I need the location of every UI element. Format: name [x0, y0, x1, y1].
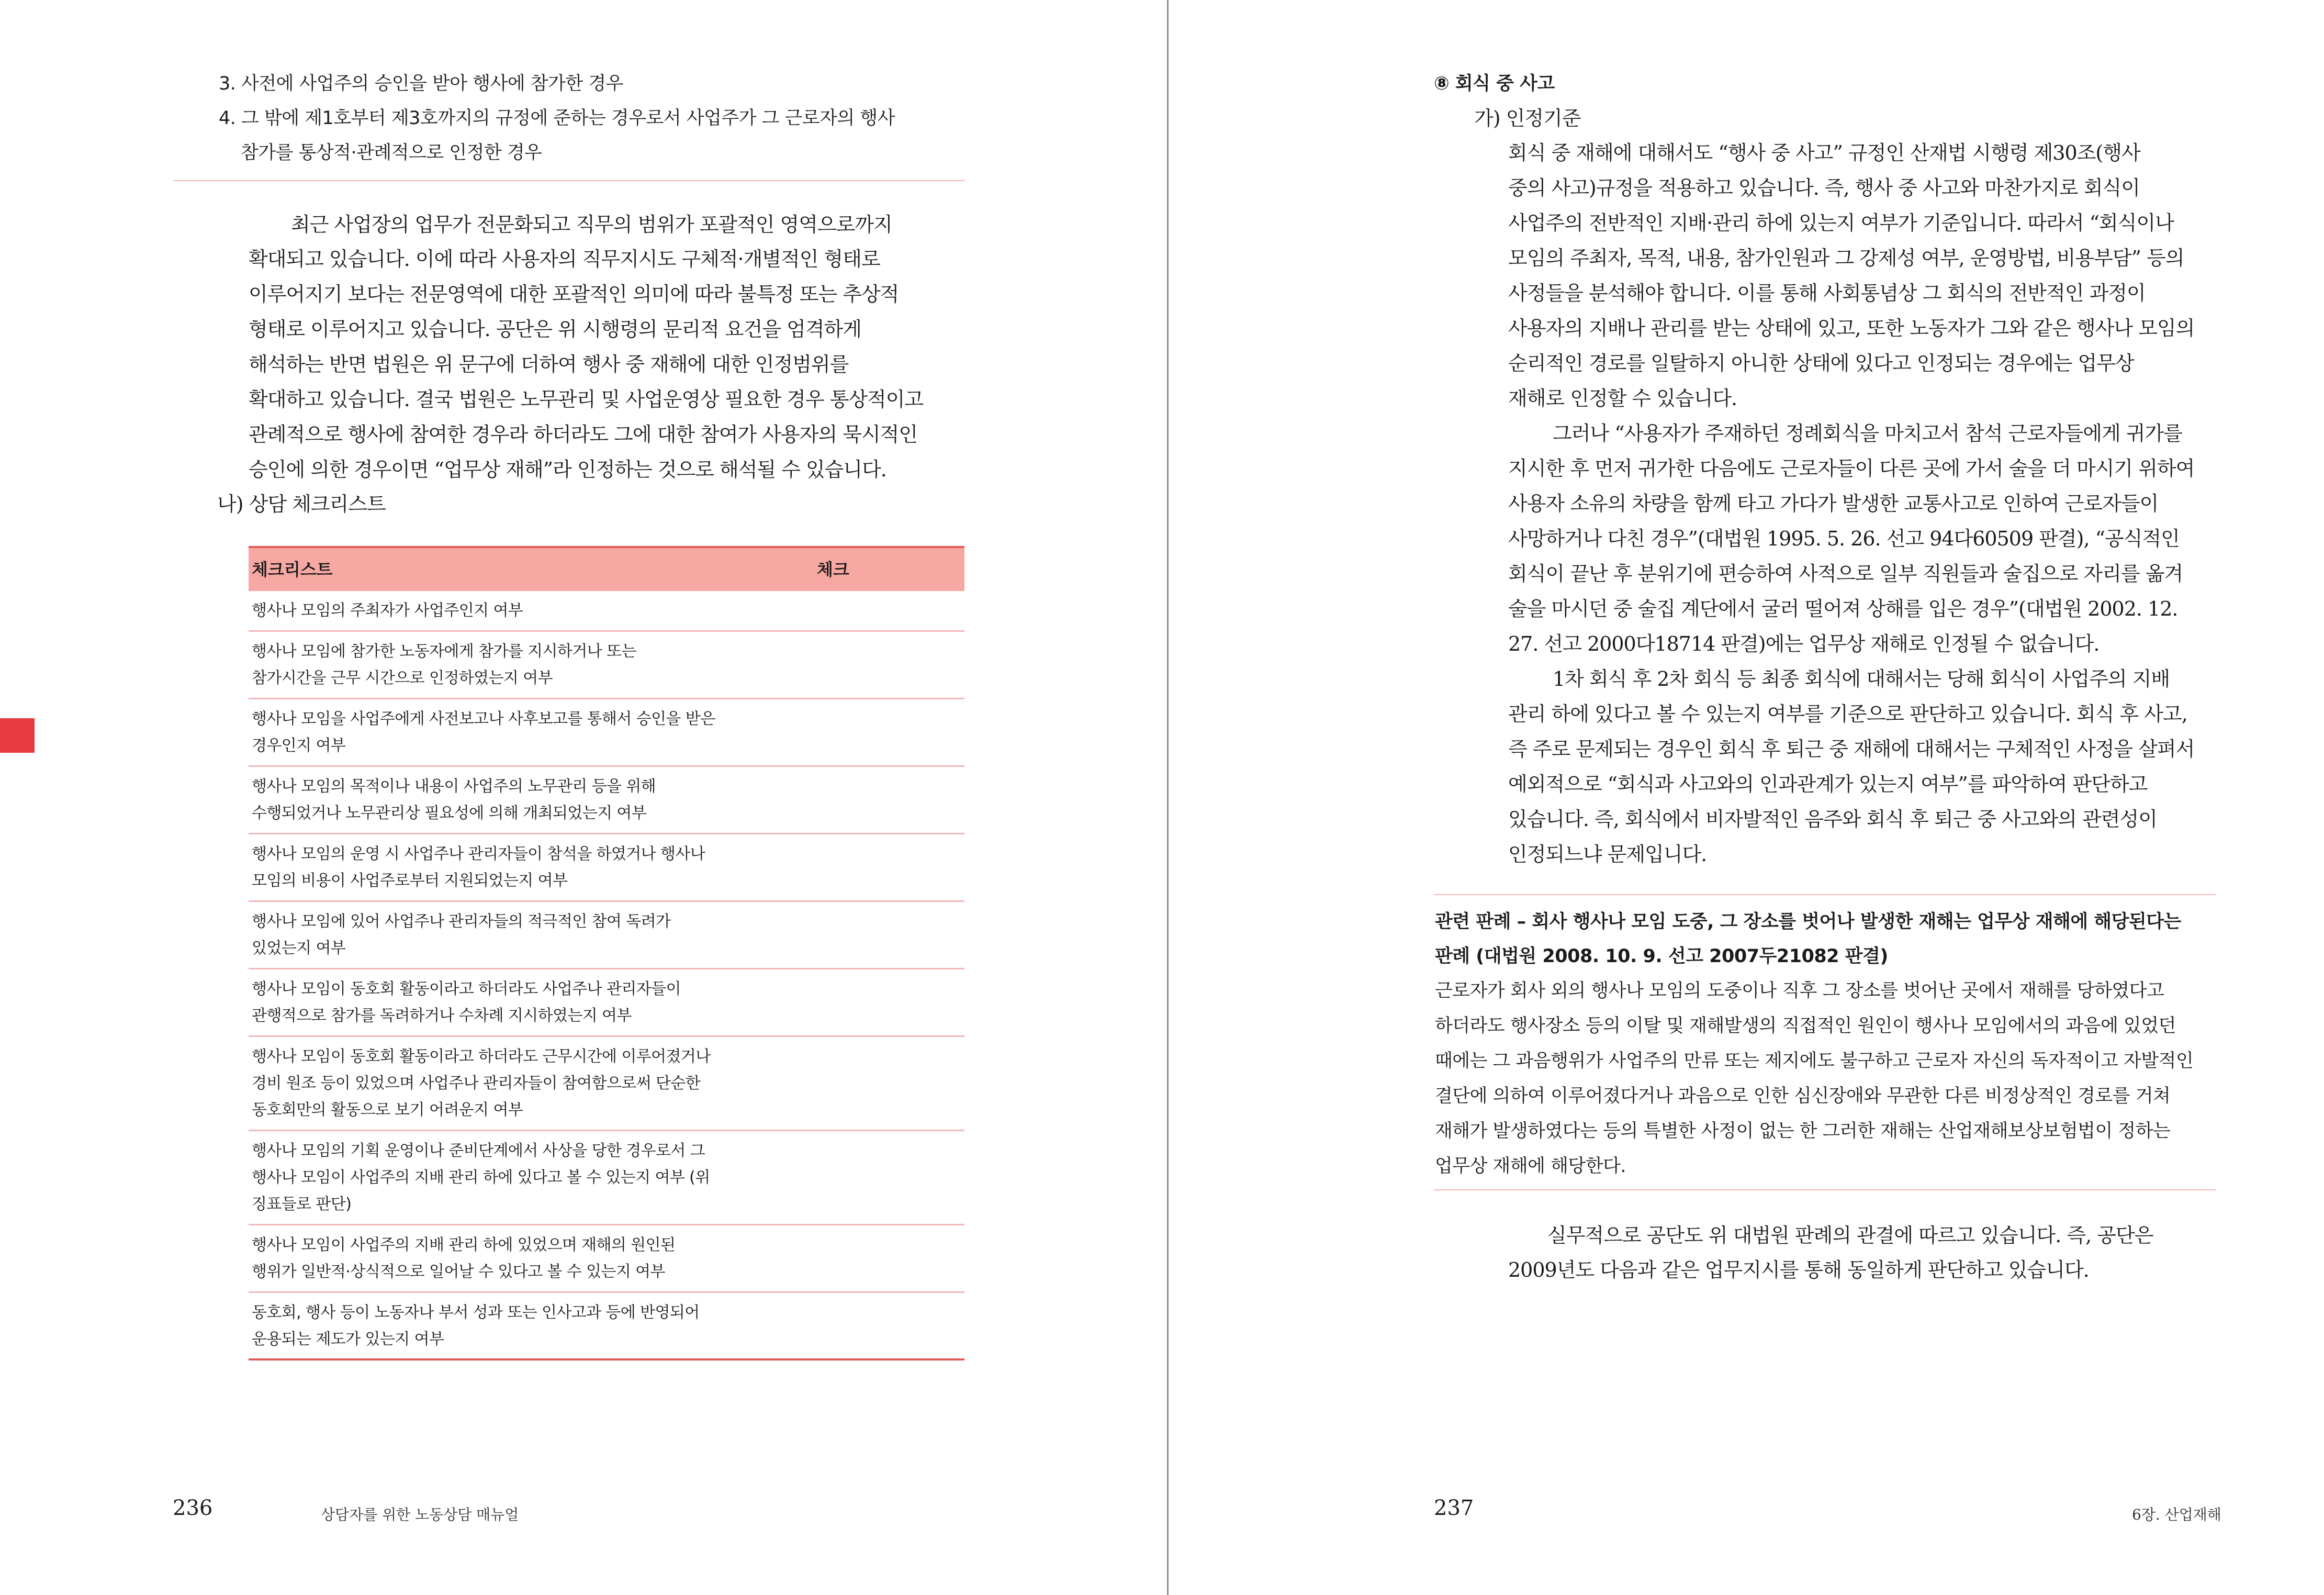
body-line: 확대하고 있습니다. 결국 법원은 노무관리 및 사업운영상 필요한 경우 통상적이고 — [249, 388, 924, 411]
table-row — [249, 834, 964, 902]
checklist-item — [252, 908, 765, 962]
table-header — [249, 546, 964, 591]
table-row — [249, 969, 964, 1037]
checklist-item — [252, 976, 765, 1029]
running-title: 상담자를 위한 노동상담 매뉴얼 — [321, 1506, 519, 1523]
checklist-item-line: 경비 원조 등이 있었으며 사업주나 관리자들이 참여함으로써 단순한 — [252, 1074, 701, 1092]
check-cell[interactable] — [814, 632, 960, 698]
checklist-item-line: 관행적으로 참가를 독려하거나 수차례 지시하였는지 여부 — [252, 1007, 632, 1025]
case-body-line: 하더라도 행사장소 등의 이탈 및 재해발생의 직접적인 원인이 행사나 모임에서의 과음에 있었던 — [1435, 1016, 2176, 1036]
body-line: 확대되고 있습니다. 이에 따라 사용자의 직무지시도 구체적·개별적인 형태로 — [249, 248, 880, 271]
body-line: 사업주의 전반적인 지배·관리 하에 있는지 여부가 기준입니다. 따라서 “회식이나 — [1508, 211, 2174, 235]
checklist-item-line: 행사나 모임의 운영 시 사업주나 관리자들이 참석을 하였거나 행사나 — [252, 845, 705, 863]
case-box-bottom-rule — [1434, 1189, 2216, 1190]
checklist-item — [252, 597, 765, 624]
check-cell[interactable] — [814, 1225, 960, 1291]
checklist-item — [252, 638, 765, 691]
case-title: 관련 판례 – 회사 행사나 모임 도중, 그 장소를 벗어나 발생한 재해는 업무상 재해에 해당된다는 — [1435, 911, 2181, 932]
case-box-top-rule — [1434, 894, 2216, 895]
column-header-checklist: 체크리스트 — [252, 560, 333, 579]
checklist-item — [252, 773, 765, 827]
check-cell[interactable] — [814, 1293, 960, 1358]
checklist-item-line: 운용되는 제도가 있는지 여부 — [252, 1330, 444, 1348]
checklist-item-line: 행사나 모임을 사업주에게 사전보고나 사후보고를 통해서 승인을 받은 — [252, 710, 715, 728]
checklist-item-line: 행사나 모임이 동호회 활동이라고 하더라도 사업주나 관리자들이 — [252, 980, 681, 998]
body-line: 사용자 소유의 차량을 함께 타고 가다가 발생한 교통사고로 인하여 근로자들이 — [1508, 492, 2159, 515]
case-title: 판례 (대법원 2008. 10. 9. 선고 2007두21082 판결) — [1435, 946, 1888, 967]
body-line: 회식이 끝난 후 분위기에 편승하여 사적으로 일부 직원들과 술집으로 자리를 옮겨 — [1508, 562, 2183, 585]
check-cell[interactable] — [814, 902, 960, 968]
closing-line: 2009년도 다음과 같은 업무지시를 통해 동일하게 판단하고 있습니다. — [1508, 1258, 2089, 1281]
body-line: 관례적으로 행사에 참여한 경우라 하더라도 그에 대한 참여가 사용자의 묵시적인 — [249, 423, 918, 446]
checklist-item-line: 행사나 모임이 사업주의 지배 관리 하에 있다고 볼 수 있는지 여부 (위 — [252, 1168, 710, 1187]
body-line: 재해로 인정할 수 있습니다. — [1508, 387, 1737, 410]
body-line: 있습니다. 즉, 회식에서 비자발적인 음주와 회식 후 퇴근 중 사고와의 관련성이 — [1508, 808, 2157, 831]
checklist-item-line: 행사나 모임의 주최자가 사업주인지 여부 — [252, 601, 523, 620]
case-body-line: 근로자가 회사 외의 행사나 모임의 도중이나 직후 그 장소를 벗어난 곳에서 재해를 당하였다고 — [1435, 980, 2164, 1001]
check-cell[interactable] — [814, 834, 960, 900]
checklist-item-line: 동호회, 행사 등이 노동자나 부서 성과 또는 인사고과 등에 반영되어 — [252, 1303, 700, 1322]
checklist-item — [252, 1043, 765, 1123]
checklist-item-line: 행사나 모임에 참가한 노동자에게 참가를 지시하거나 또는 — [252, 642, 636, 661]
check-cell[interactable] — [814, 767, 960, 833]
body-line: 사정들을 분석해야 합니다. 이를 통해 사회통념상 그 회식의 전반적인 과정이 — [1508, 282, 2146, 305]
checklist-item-line: 참가시간을 근무 시간으로 인정하였는지 여부 — [252, 669, 553, 687]
case-body-line: 결단에 의하여 이루어졌다거나 과음으로 인한 심신장애와 무관한 다른 비정상적인 경로를 거쳐 — [1435, 1086, 2171, 1107]
body-line: 최근 사업장의 업무가 전문화되고 직무의 범위가 포괄적인 영역으로까지 — [291, 213, 892, 236]
body-line: 사망하거나 다친 경우”(대법원 1995. 5. 26. 선고 94다60509 판결), “공식적인 — [1508, 527, 2180, 550]
body-line: 지시한 후 먼저 귀가한 다음에도 근로자들이 다른 곳에 가서 술을 더 마시기 위하여 — [1508, 457, 2195, 480]
body-line: 순리적인 경로를 일탈하지 아니한 상태에 있다고 인정되는 경우에는 업무상 — [1508, 352, 2134, 375]
case-body-line: 업무상 재해에 해당한다. — [1435, 1156, 1626, 1177]
checklist-item — [252, 841, 765, 894]
check-cell[interactable] — [814, 1131, 960, 1224]
body-line: 술을 마시던 중 술집 계단에서 굴러 떨어져 상해를 입은 경우”(대법원 2002. 12. — [1508, 597, 2178, 620]
page-number: 236 — [173, 1496, 213, 1520]
case-body-line: 재해가 발생하였다는 등의 특별한 사정이 없는 한 그러한 재해는 산업재해보상보험법이 정하는 — [1435, 1121, 2171, 1142]
checklist-item-line: 행사나 모임에 있어 사업주나 관리자들의 적극적인 참여 독려가 — [252, 912, 671, 931]
body-line: 해석하는 반면 법원은 위 문구에 더하여 행사 중 재해에 대한 인정범위를 — [249, 353, 849, 376]
body-line: 인정되느냐 문제입니다. — [1508, 843, 1707, 866]
list-item-continuation: 참가를 통상적·관례적으로 인정한 경우 — [241, 142, 542, 163]
body-line: 그러나 “사용자가 주재하던 정례회식을 마치고서 참석 근로자들에게 귀가를 — [1553, 422, 2182, 445]
right-page — [1168, 0, 2324, 1595]
table-row — [249, 1293, 964, 1360]
body-line: 27. 선고 2000다18714 판결)에는 업무상 재해로 인정될 수 없습니다. — [1508, 632, 2100, 655]
table-row — [249, 1225, 964, 1293]
table-row — [249, 699, 964, 767]
table-row — [249, 767, 964, 834]
checklist-item-line: 모임의 비용이 사업주로부터 지원되었는지 여부 — [252, 872, 568, 890]
table-row — [249, 632, 964, 699]
checklist-item — [252, 1137, 765, 1218]
case-body-line: 때에는 그 과음행위가 사업주의 만류 또는 제지에도 불구하고 근로자 자신의 독자적이고 자발적인 — [1435, 1051, 2194, 1072]
checklist-item-line: 수행되었거나 노무관리상 필요성에 의해 개최되었는지 여부 — [252, 804, 647, 822]
table-row — [249, 902, 964, 969]
body-line: 관리 하에 있다고 볼 수 있는지 여부를 기준으로 판단하고 있습니다. 회식 후 사고, — [1508, 702, 2187, 726]
running-title: 6장. 산업재해 — [2132, 1506, 2221, 1523]
section-heading: 나) 상담 체크리스트 — [217, 493, 386, 516]
body-line: 중의 사고)규정을 적용하고 있습니다. 즉, 행사 중 사고와 마찬가지로 회식이 — [1508, 176, 2140, 199]
body-line: 회식 중 재해에 대해서도 “행사 중 사고” 규정인 산재법 시행령 제30조(행사 — [1508, 141, 2140, 164]
list-item: 3. 사전에 사업주의 승인을 받아 행사에 참가한 경우 — [219, 73, 623, 94]
list-item: 4. 그 밖에 제1호부터 제3호까지의 규정에 준하는 경우로서 사업주가 그 근로자의 행사 — [219, 108, 895, 129]
checklist-item-line: 행사나 모임의 기획 운영이나 준비단계에서 사상을 당한 경우로서 그 — [252, 1142, 705, 1160]
subsection-heading: 가) 인정기준 — [1474, 107, 1581, 130]
checklist-item-line: 행위가 일반적·상식적으로 일어날 수 있다고 볼 수 있는지 여부 — [252, 1263, 665, 1281]
table-row — [249, 1131, 964, 1225]
column-header-check: 체크 — [817, 560, 849, 579]
section-heading: ⑧ 회식 중 사고 — [1434, 73, 1555, 94]
checklist-item — [252, 1299, 765, 1353]
body-line: 모임의 주최자, 목적, 내용, 참가인원과 그 강제성 여부, 운영방법, 비용부담” 등의 — [1508, 247, 2184, 270]
body-line: 이루어지기 보다는 전문영역에 대한 포괄적인 의미에 따라 불특정 또는 추상적 — [249, 283, 899, 306]
check-cell[interactable] — [814, 699, 960, 765]
check-cell[interactable] — [814, 591, 960, 630]
body-line: 예외적으로 “회식과 사고와의 인과관계가 있는지 여부”를 파악하여 판단하고 — [1508, 773, 2148, 796]
checklist-item-line: 있었는지 여부 — [252, 939, 346, 957]
body-line: 즉 주로 문제되는 경우인 회식 후 퇴근 중 재해에 대해서는 구체적인 사정을 살펴서 — [1508, 738, 2195, 761]
page-number: 237 — [1434, 1496, 1474, 1520]
checklist-item-line: 경우인지 여부 — [252, 737, 346, 755]
checklist-item-line: 행사나 모임의 목적이나 내용이 사업주의 노무관리 등을 위해 — [252, 777, 656, 796]
closing-line: 실무적으로 공단도 위 대법원 판례의 관결에 따르고 있습니다. 즉, 공단은 — [1547, 1224, 2153, 1247]
checklist-item — [252, 1232, 765, 1285]
checklist-item-line: 동호회만의 활동으로 보기 어려운지 여부 — [252, 1101, 523, 1119]
body-line: 사용자의 지배나 관리를 받는 상태에 있고, 또한 노동자가 그와 같은 행사나 모임의 — [1508, 317, 2195, 340]
checklist-item-line: 행사나 모임이 사업주의 지배 관리 하에 있었으며 재해의 원인된 — [252, 1236, 676, 1254]
body-line: 승인에 의한 경우이면 “업무상 재해”라 인정하는 것으로 해석될 수 있습니다. — [249, 458, 886, 481]
table-row — [249, 1037, 964, 1131]
check-cell[interactable] — [814, 969, 960, 1035]
checklist-item — [252, 706, 765, 759]
body-line: 1차 회식 후 2차 회식 등 최종 회식에 대해서는 당해 회식이 사업주의 지배 — [1553, 667, 2170, 690]
checklist-item-line: 징표들로 판단) — [252, 1195, 352, 1213]
check-cell[interactable] — [814, 1037, 960, 1130]
divider — [174, 180, 965, 181]
table-row — [249, 591, 964, 632]
body-line: 형태로 이루어지고 있습니다. 공단은 위 시행령의 문리적 요건을 엄격하게 — [249, 318, 861, 341]
table-body — [249, 591, 964, 1360]
checklist-table — [249, 546, 964, 1360]
checklist-item-line: 행사나 모임이 동호회 활동이라고 하더라도 근무시간에 이루어졌거나 — [252, 1047, 711, 1066]
